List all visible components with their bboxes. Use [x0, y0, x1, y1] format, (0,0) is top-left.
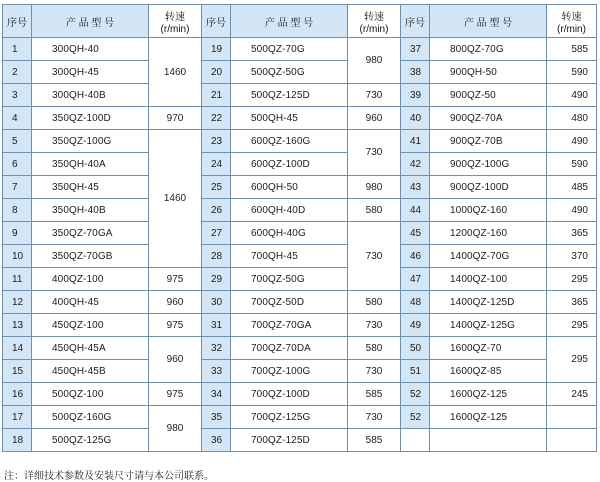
empty-cell: [401, 429, 430, 452]
speed-cell: 490: [547, 84, 597, 107]
model-cell: 1400QZ-125D: [430, 291, 547, 314]
speed-cell: 975: [149, 383, 202, 406]
row-number: 10: [3, 245, 32, 268]
model-cell: 900QZ-70B: [430, 130, 547, 153]
speed-cell: 490: [547, 199, 597, 222]
model-cell: 1000QZ-160: [430, 199, 547, 222]
speed-cell: 730: [348, 84, 401, 107]
speed-cell: 1460: [149, 38, 202, 107]
seq-header: 序号: [401, 5, 430, 38]
model-cell: 500QZ-160G: [32, 406, 149, 429]
model-cell: 500QZ-100: [32, 383, 149, 406]
row-number: 30: [202, 291, 231, 314]
model-cell: 350QZ-70GA: [32, 222, 149, 245]
row-number: 39: [401, 84, 430, 107]
table-row: [3, 314, 597, 337]
speed-cell: 590: [547, 61, 597, 84]
row-number: 9: [3, 222, 32, 245]
row-number: 4: [3, 107, 32, 130]
speed-cell: 580: [348, 291, 401, 314]
row-number: 40: [401, 107, 430, 130]
model-cell: 350QH-45: [32, 176, 149, 199]
model-cell: 1600QZ-125: [430, 406, 547, 429]
speed-cell: 365: [547, 291, 597, 314]
model-cell: 400QH-45: [32, 291, 149, 314]
model-cell: 350QH-40B: [32, 199, 149, 222]
row-number: 24: [202, 153, 231, 176]
model-cell: 900QZ-100D: [430, 176, 547, 199]
model-cell: 450QH-45B: [32, 360, 149, 383]
speed-cell: 295: [547, 268, 597, 291]
row-number: 5: [3, 130, 32, 153]
model-cell: 900QZ-50: [430, 84, 547, 107]
row-number: 43: [401, 176, 430, 199]
row-number: 16: [3, 383, 32, 406]
seq-header: 序号: [202, 5, 231, 38]
row-number: 15: [3, 360, 32, 383]
table-row: [3, 107, 597, 130]
speed-cell: 975: [149, 268, 202, 291]
row-number: 37: [401, 38, 430, 61]
model-cell: 1400QZ-70G: [430, 245, 547, 268]
row-number: 52: [401, 406, 430, 429]
row-number: 46: [401, 245, 430, 268]
row-number: 7: [3, 176, 32, 199]
table-row: [3, 222, 597, 245]
model-cell: 700QZ-70DA: [231, 337, 348, 360]
row-number: 41: [401, 130, 430, 153]
speed-header: 转速 (r/min): [149, 5, 202, 38]
row-number: 6: [3, 153, 32, 176]
model-header: 产 品 型 号: [231, 5, 348, 38]
speed-cell: 480: [547, 107, 597, 130]
speed-header: 转速 (r/min): [547, 5, 597, 38]
model-cell: 700QZ-50D: [231, 291, 348, 314]
row-number: 36: [202, 429, 231, 452]
speed-cell: 980: [348, 176, 401, 199]
row-number: 14: [3, 337, 32, 360]
model-cell: 1400QZ-125G: [430, 314, 547, 337]
model-cell: 1200QZ-160: [430, 222, 547, 245]
speed-cell: 580: [348, 199, 401, 222]
speed-cell: 585: [348, 383, 401, 406]
table-row: [3, 406, 597, 429]
row-number: 20: [202, 61, 231, 84]
speed-cell: 585: [547, 38, 597, 61]
model-cell: 800QZ-70G: [430, 38, 547, 61]
model-cell: 300QH-45: [32, 61, 149, 84]
speed-cell: 490: [547, 130, 597, 153]
row-number: 38: [401, 61, 430, 84]
table-row: [3, 38, 597, 61]
row-number: 18: [3, 429, 32, 452]
model-cell: 500QZ-70G: [231, 38, 348, 61]
row-number: 51: [401, 360, 430, 383]
row-number: 2: [3, 61, 32, 84]
speed-cell: 730: [348, 130, 401, 176]
row-number: 23: [202, 130, 231, 153]
speed-cell: 970: [149, 107, 202, 130]
table-row: [3, 199, 597, 222]
table-row: [3, 61, 597, 84]
row-number: 26: [202, 199, 231, 222]
row-number: 52: [401, 383, 430, 406]
row-number: 32: [202, 337, 231, 360]
speed-cell: 980: [149, 406, 202, 452]
speed-cell: 370: [547, 245, 597, 268]
row-number: 19: [202, 38, 231, 61]
model-cell: 350QZ-100D: [32, 107, 149, 130]
speed-cell: 980: [348, 38, 401, 84]
table-row: [3, 268, 597, 291]
model-cell: 400QZ-100: [32, 268, 149, 291]
model-cell: 600QZ-160G: [231, 130, 348, 153]
model-cell: 350QH-40A: [32, 153, 149, 176]
table-row: [3, 176, 597, 199]
table-row: [3, 383, 597, 406]
speed-cell: 730: [348, 314, 401, 337]
model-cell: 900QZ-100G: [430, 153, 547, 176]
model-cell: 500QZ-125G: [32, 429, 149, 452]
row-number: 17: [3, 406, 32, 429]
row-number: 11: [3, 268, 32, 291]
speed-cell: 365: [547, 222, 597, 245]
speed-cell: 585: [348, 429, 401, 452]
row-number: 47: [401, 268, 430, 291]
model-cell: 700QH-45: [231, 245, 348, 268]
row-number: 22: [202, 107, 231, 130]
row-number: 21: [202, 84, 231, 107]
row-number: 13: [3, 314, 32, 337]
model-cell: 700QZ-125G: [231, 406, 348, 429]
row-number: 1: [3, 38, 32, 61]
row-number: 50: [401, 337, 430, 360]
model-cell: 900QZ-70A: [430, 107, 547, 130]
empty-cell: [430, 429, 547, 452]
model-cell: 300QH-40: [32, 38, 149, 61]
speed-cell: 1460: [149, 130, 202, 268]
row-number: 35: [202, 406, 231, 429]
model-cell: 450QZ-100: [32, 314, 149, 337]
row-number: 48: [401, 291, 430, 314]
table-row: [3, 84, 597, 107]
model-cell: 600QH-50: [231, 176, 348, 199]
table-row: [3, 337, 597, 360]
row-number: 29: [202, 268, 231, 291]
speed-cell: 580: [348, 337, 401, 360]
model-header: 产 品 型 号: [32, 5, 149, 38]
table-row: [3, 429, 597, 452]
model-cell: 700QZ-125D: [231, 429, 348, 452]
row-number: 25: [202, 176, 231, 199]
row-number: 49: [401, 314, 430, 337]
footnote: 注：详细技术参数及安装尺寸请与本公司联系。: [4, 471, 214, 482]
model-cell: 700QZ-50G: [231, 268, 348, 291]
model-cell: 300QH-40B: [32, 84, 149, 107]
speed-cell: 295: [547, 314, 597, 337]
model-cell: 350QZ-70GB: [32, 245, 149, 268]
model-cell: 1600QZ-125: [430, 383, 547, 406]
model-cell: 500QH-45: [231, 107, 348, 130]
speed-header: 转速 (r/min): [348, 5, 401, 38]
row-number: 31: [202, 314, 231, 337]
row-number: 45: [401, 222, 430, 245]
model-cell: 500QZ-50G: [231, 61, 348, 84]
model-cell: 450QH-45A: [32, 337, 149, 360]
speed-cell: 975: [149, 314, 202, 337]
model-cell: 700QZ-100D: [231, 383, 348, 406]
model-cell: 700QZ-70GA: [231, 314, 348, 337]
model-cell: 1400QZ-100: [430, 268, 547, 291]
speed-cell: 960: [348, 107, 401, 130]
row-number: 8: [3, 199, 32, 222]
speed-cell: 485: [547, 176, 597, 199]
empty-cell: [547, 429, 597, 452]
table-row: [3, 245, 597, 268]
model-cell: 1600QZ-70: [430, 337, 547, 360]
pump-speed-table: [2, 4, 597, 452]
table-row: [3, 291, 597, 314]
header-row: [3, 5, 597, 38]
row-number: 34: [202, 383, 231, 406]
speed-cell: 295: [547, 337, 597, 383]
row-number: 12: [3, 291, 32, 314]
model-header: 产 品 型 号: [430, 5, 547, 38]
speed-cell: 590: [547, 153, 597, 176]
row-number: 27: [202, 222, 231, 245]
speed-cell: 960: [149, 291, 202, 314]
table-row: [3, 360, 597, 383]
row-number: 33: [202, 360, 231, 383]
row-number: 3: [3, 84, 32, 107]
speed-cell: 245: [547, 383, 597, 406]
model-cell: 700QZ-100G: [231, 360, 348, 383]
seq-header: 序号: [3, 5, 32, 38]
speed-cell: 960: [149, 337, 202, 383]
speed-cell: 730: [348, 360, 401, 383]
model-cell: 900QH-50: [430, 61, 547, 84]
row-number: 44: [401, 199, 430, 222]
model-cell: 500QZ-125D: [231, 84, 348, 107]
table-row: [3, 130, 597, 153]
speed-cell: 730: [348, 406, 401, 429]
table-row: [3, 153, 597, 176]
row-number: 42: [401, 153, 430, 176]
empty-cell: [547, 406, 597, 429]
model-cell: 600QH-40D: [231, 199, 348, 222]
speed-cell: 730: [348, 222, 401, 291]
model-cell: 1600QZ-85: [430, 360, 547, 383]
model-cell: 600QZ-100D: [231, 153, 348, 176]
model-cell: 350QZ-100G: [32, 130, 149, 153]
row-number: 28: [202, 245, 231, 268]
model-cell: 600QH-40G: [231, 222, 348, 245]
